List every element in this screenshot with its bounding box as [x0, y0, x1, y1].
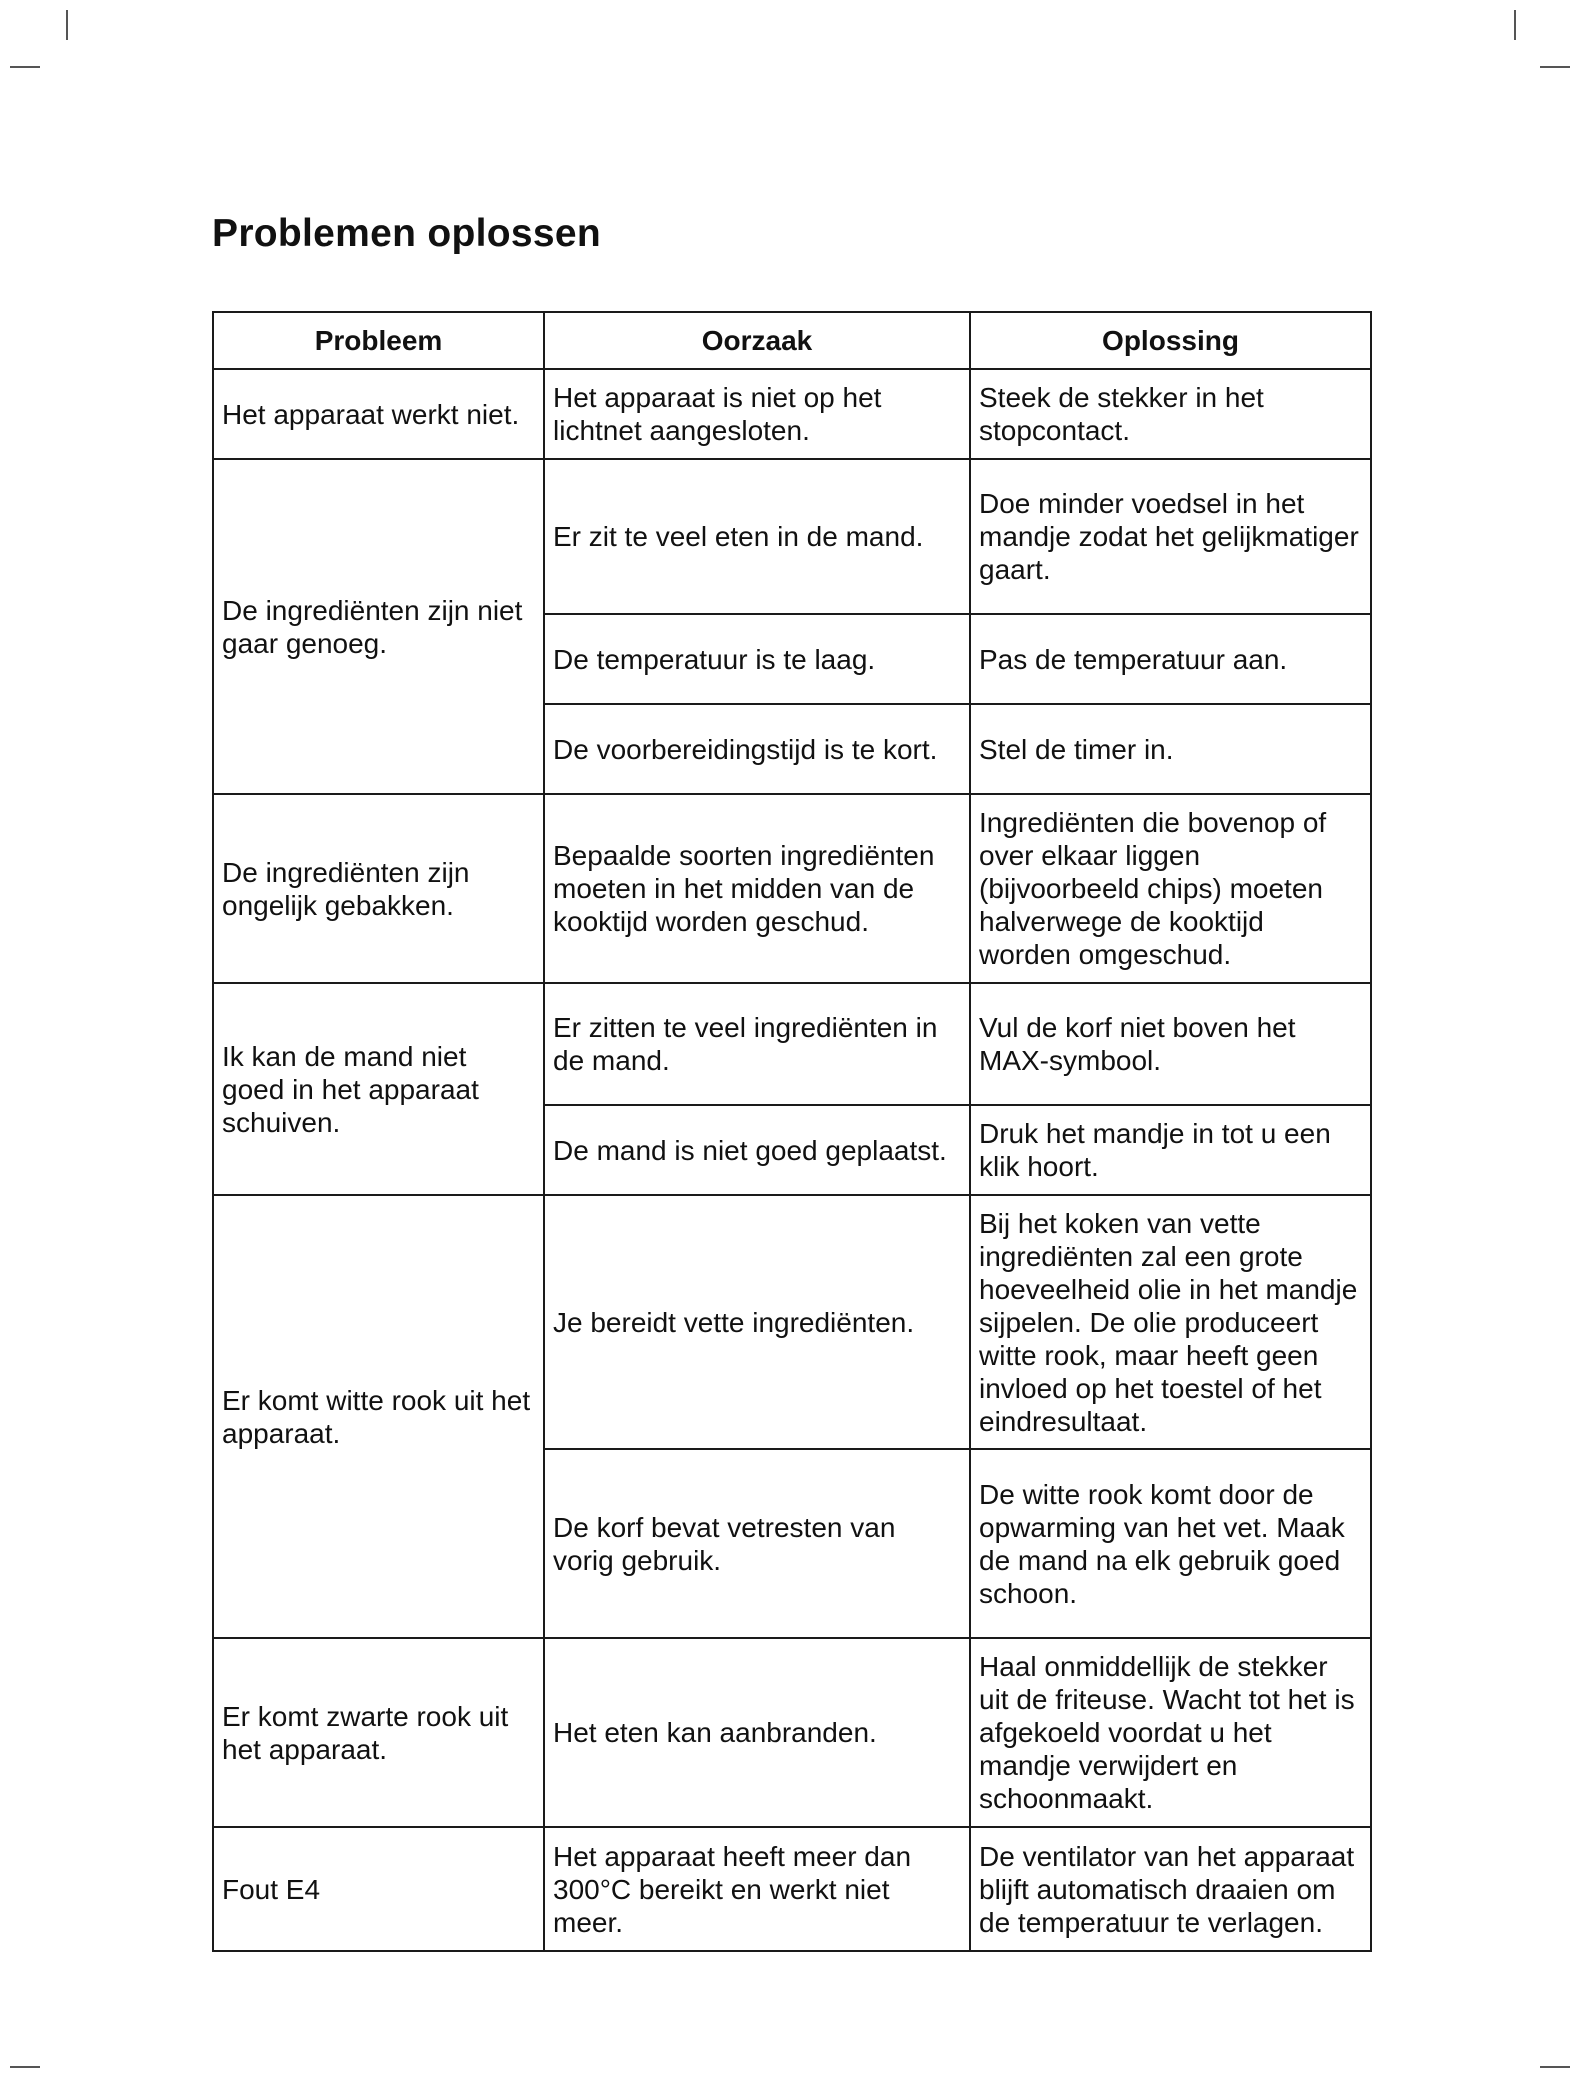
table-row	[213, 1638, 1371, 1827]
header-solution: Oplossing	[970, 312, 1371, 369]
solution-cell: Bij het koken van vette ingrediënten zal een grote hoeveelheid olie in het mandje sijpelen. De olie produceert witte rook, maar heeft geen invloed op het toestel of het eindresultaat.	[970, 1195, 1371, 1449]
cause-cell: Bepaalde soorten ingrediënten moeten in het midden van de kooktijd worden geschud.	[544, 794, 970, 983]
solution-cell: Druk het mandje in tot u een klik hoort.	[970, 1105, 1371, 1195]
table-row	[213, 983, 1371, 1105]
table-row	[213, 459, 1371, 614]
troubleshooting-table	[212, 311, 1372, 1952]
solution-cell: Vul de korf niet boven het MAX-symbool.	[970, 983, 1371, 1105]
problem-cell: Er komt witte rook uit het apparaat.	[213, 1195, 544, 1638]
crop-mark-top-left-horizontal	[10, 66, 40, 68]
crop-mark-top-right-horizontal	[1540, 66, 1570, 68]
solution-cell: De ventilator van het apparaat blijft automatisch draaien om de temperatuur te verlagen.	[970, 1827, 1371, 1951]
solution-cell: Ingrediënten die bovenop of over elkaar liggen (bijvoorbeeld chips) moeten halverwege de kooktijd worden omgeschud.	[970, 794, 1371, 983]
cause-cell: Het apparaat heeft meer dan 300°C bereikt en werkt niet meer.	[544, 1827, 970, 1951]
solution-cell: Stel de timer in.	[970, 704, 1371, 794]
page-title: Problemen oplossen	[212, 212, 601, 255]
crop-mark-top-left-vertical	[66, 10, 68, 40]
table-row	[213, 1827, 1371, 1951]
problem-cell: De ingrediënten zijn niet gaar genoeg.	[213, 459, 544, 794]
crop-mark-top-right-vertical	[1514, 10, 1516, 40]
crop-mark-bottom-right-horizontal	[1540, 2066, 1570, 2068]
cause-cell: De korf bevat vetresten van vorig gebruik.	[544, 1449, 970, 1638]
solution-cell: Pas de temperatuur aan.	[970, 614, 1371, 704]
problem-cell: Fout E4	[213, 1827, 544, 1951]
problem-cell: Het apparaat werkt niet.	[213, 369, 544, 459]
cause-cell: Je bereidt vette ingrediënten.	[544, 1195, 970, 1449]
cause-cell: De mand is niet goed geplaatst.	[544, 1105, 970, 1195]
solution-cell: Haal onmiddellijk de stekker uit de friteuse. Wacht tot het is afgekoeld voordat u het mandje verwijdert en schoonmaakt.	[970, 1638, 1371, 1827]
cause-cell: Het eten kan aanbranden.	[544, 1638, 970, 1827]
problem-cell: Er komt zwarte rook uit het apparaat.	[213, 1638, 544, 1827]
cause-cell: De temperatuur is te laag.	[544, 614, 970, 704]
problem-cell: De ingrediënten zijn ongelijk gebakken.	[213, 794, 544, 983]
header-problem: Probleem	[213, 312, 544, 369]
table-row	[213, 794, 1371, 983]
table-row	[213, 1195, 1371, 1449]
header-cause: Oorzaak	[544, 312, 970, 369]
table-row	[213, 369, 1371, 459]
crop-mark-bottom-left-horizontal	[10, 2066, 40, 2068]
cause-cell: Er zit te veel eten in de mand.	[544, 459, 970, 614]
cause-cell: Er zitten te veel ingrediënten in de mand.	[544, 983, 970, 1105]
table-header-row	[213, 312, 1371, 369]
cause-cell: Het apparaat is niet op het lichtnet aangesloten.	[544, 369, 970, 459]
problem-cell: Ik kan de mand niet goed in het apparaat schuiven.	[213, 983, 544, 1195]
cause-cell: De voorbereidingstijd is te kort.	[544, 704, 970, 794]
solution-cell: Doe minder voedsel in het mandje zodat het gelijkmatiger gaart.	[970, 459, 1371, 614]
solution-cell: Steek de stekker in het stopcontact.	[970, 369, 1371, 459]
solution-cell: De witte rook komt door de opwarming van het vet. Maak de mand na elk gebruik goed schoon.	[970, 1449, 1371, 1638]
